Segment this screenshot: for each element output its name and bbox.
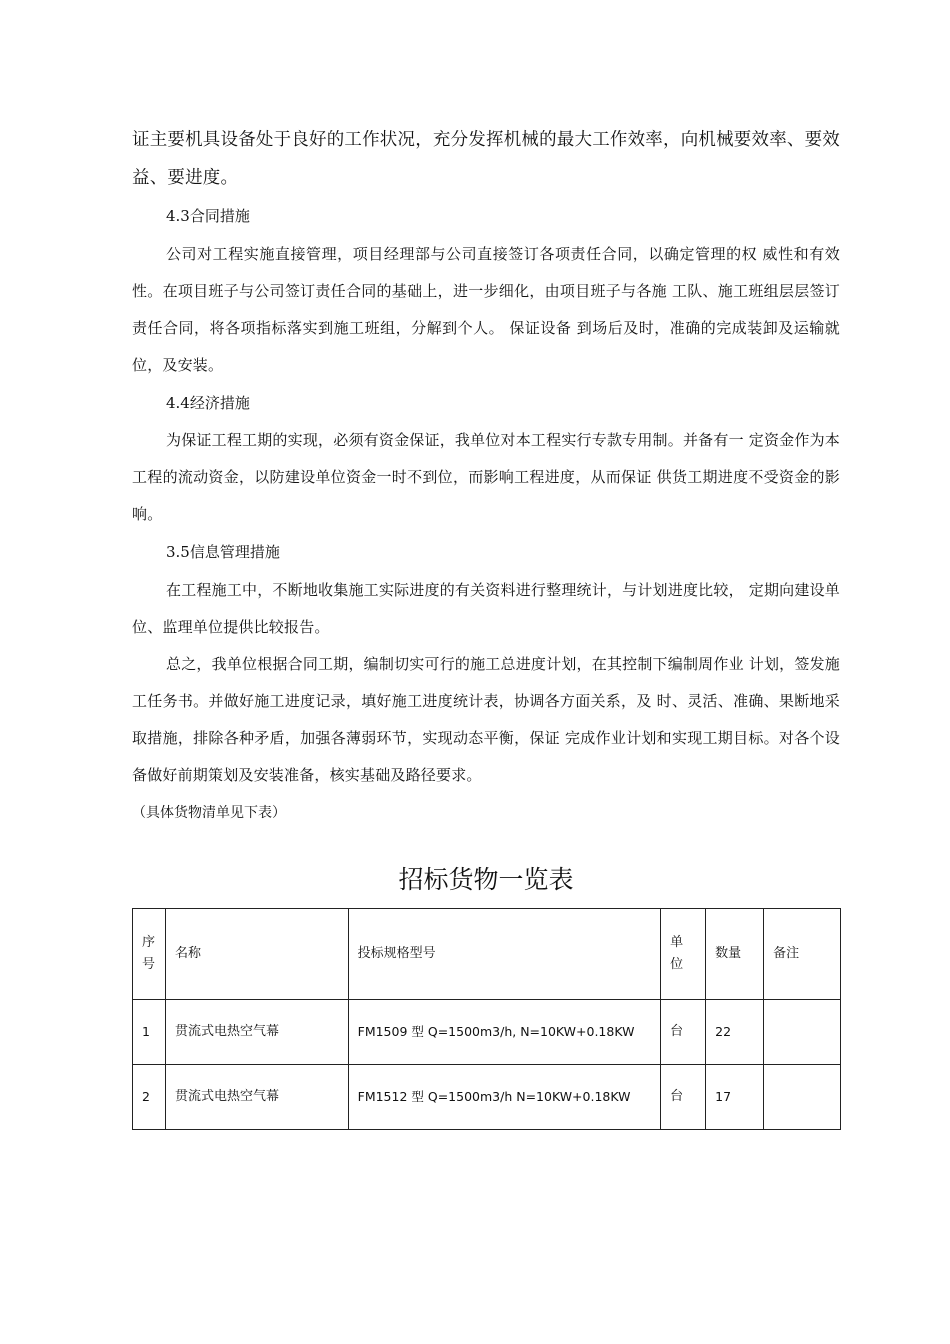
section-heading-information: 3.5信息管理措施: [166, 543, 280, 561]
header-name: 名称: [166, 909, 349, 1000]
section-heading-economic: 4.4经济措施: [166, 394, 250, 412]
cell-qty: 22: [706, 1000, 764, 1065]
cell-spec: FM1509 型 Q=1500m3/h, N=10KW+0.18KW: [348, 1000, 661, 1065]
table-reference-note: （具体货物清单见下表）: [132, 805, 286, 821]
cell-qty: 17: [706, 1065, 764, 1130]
paragraph-economic: 为保证工程工期的实现，必须有资金保证，我单位对本工程实行专款专用制。并备有一 定资金作为本工程的流动资金，以防建设单位资金一时不到位，而影响工程进度，从而保证 供货工期进度不受资金的影响。: [132, 431, 840, 523]
header-unit-line2: 位: [670, 957, 684, 972]
cell-seq: 1: [133, 1000, 166, 1065]
header-remark: 备注: [764, 909, 841, 1000]
header-unit: [661, 909, 706, 1000]
paragraph-summary: 总之，我单位根据合同工期，编制切实可行的施工总进度计划，在其控制下编制周作业 计划，签发施工任务书。并做好施工进度记录，填好施工进度统计表，协调各方面关系，及 时、灵活、准确、果断地采取措施，排除各种矛盾，加强各薄弱环节，实现动态平衡，保证 完成作业计划和实现工期目标。对各个设备做好前期策划及安装准备，核实基础及路径要求。: [132, 655, 840, 784]
paragraph-machinery: 证主要机具设备处于良好的工作状况，充分发挥机械的最大工作效率，向机械要效率、要效 益、要进度。: [132, 130, 840, 188]
table-title: 招标货物一览表: [398, 865, 574, 894]
table-row: [133, 1065, 841, 1130]
cell-unit: 台: [661, 1065, 706, 1130]
table-row: [133, 1000, 841, 1065]
paragraph-information: 在工程施工中，不断地收集施工实际进度的有关资料进行整理统计，与计划进度比较， 定期向建设单位、监理单位提供比较报告。: [132, 581, 840, 636]
header-seq-line2: 号: [142, 957, 156, 972]
header-unit-line1: 单: [670, 935, 684, 950]
header-spec: 投标规格型号: [348, 909, 661, 1000]
table-header-row: [133, 909, 841, 1000]
cell-name: 贯流式电热空气幕: [166, 1000, 349, 1065]
cell-unit: 台: [661, 1000, 706, 1065]
paragraph-contract: 公司对工程实施直接管理，项目经理部与公司直接签订各项责任合同，以确定管理的权 威性和有效性。在项目班子与公司签订责任合同的基础上，进一步细化，由项目班子与各施 工队、施工班组层层签订责任合同，将各项指标落实到施工班组，分解到个人。 保证设备 到场后及时，准确的完成装卸及运输就位，及安装。: [132, 245, 840, 374]
section-heading-contract: 4.3合同措施: [166, 207, 250, 225]
header-seq-line1: 序: [142, 935, 156, 950]
cell-remark: [764, 1000, 841, 1065]
goods-table: [132, 908, 841, 1130]
cell-name: 贯流式电热空气幕: [166, 1065, 349, 1130]
cell-seq: 2: [133, 1065, 166, 1130]
cell-spec: FM1512 型 Q=1500m3/h N=10KW+0.18KW: [348, 1065, 661, 1130]
header-qty: 数量: [706, 909, 764, 1000]
header-seq: [133, 909, 166, 1000]
cell-remark: [764, 1065, 841, 1130]
